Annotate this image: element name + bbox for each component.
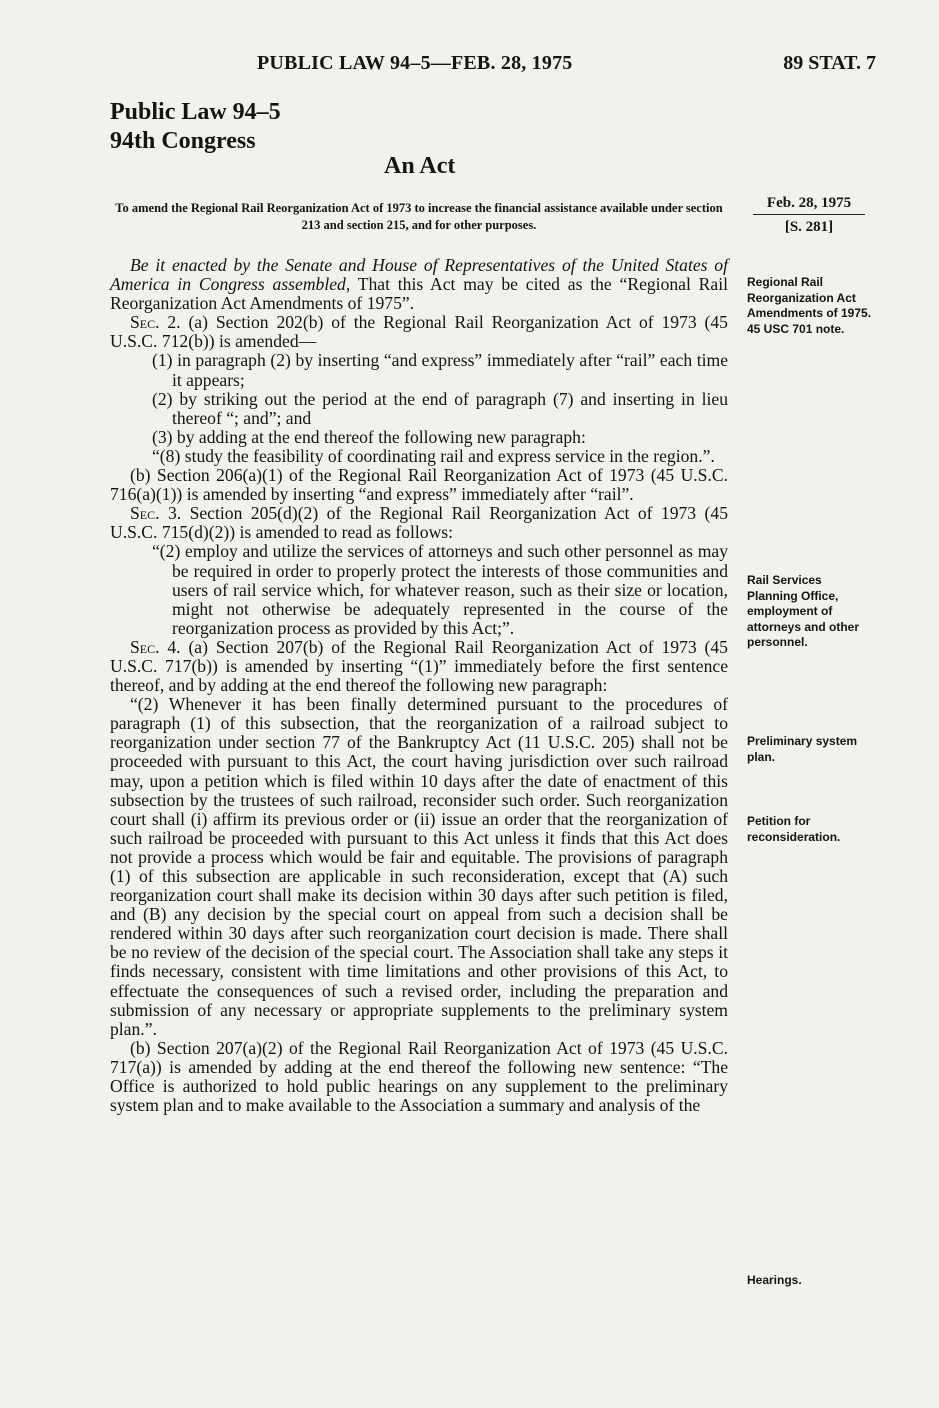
section-2b: (b) Section 206(a)(1) of the Regional Rail Reorganization Act of 1973 (45 U.S.C. 716(a)(1)) is amended by inserting “and express” immediately after “rail”. (110, 465, 728, 505)
section-4a-quote: “(2) Whenever it has been finally determined pursuant to the procedures of paragraph (1) of this subsection, that the reorganization of a railroad subject to reorganization under section 77 of the Bankruptcy Act (11 U.S.C. 205) shall not be proceeded with pursuant to this Act, the court having jurisdiction over such railroad may, upon a petition which is filed within 10 days after the date of enactment of this subsection by the trustees of such railroad, reconsider such order. Such reorganization court shall (i) affirm its previous order or (ii) issue an order that the reorganization of such railroad be proceeded with pursuant to this Act unless it finds that this Act does not provide a process which would be fair and equitable. The provisions of paragraph (1) of this subsection are applicable in such reconsideration, except that (A) such reorganization court shall make its decision within 30 days after such petition is filed, and (B) any decision by the special court on appeal from such a decision shall be rendered within 30 days after such reorganization court decision is made. There shall be no review of the decision of the special court. The Association shall take any steps it finds necessary, consistent with time limitations and other provisions of this Act, to effectuate the consequences of such a revised order, including the preparation and submission of any necessary or appropriate supplements to the preliminary system plan.”. (110, 694, 728, 1039)
act-body (110, 256, 728, 1115)
section-2a-2: (2) by striking out the period at the end of paragraph (7) and inserting in lieu thereof “; and”; and (152, 388, 728, 428)
congress-number: 94th Congress (110, 128, 256, 154)
act-title: An Act (384, 153, 456, 179)
section-2a-3-quote: “(8) study the feasibility of coordinating rail and express service in the region.”. (152, 445, 715, 466)
running-head: PUBLIC LAW 94–5—FEB. 28, 1975 (257, 52, 573, 74)
enactment-date-box (753, 195, 865, 236)
section-2a-3: (3) by adding at the end thereof the following new paragraph: (152, 426, 586, 447)
law-identifier (110, 98, 281, 156)
stat-citation: 89 STAT. 7 (783, 52, 876, 74)
enacting-clause (110, 256, 728, 313)
section-label: Sec. 3. (130, 503, 182, 524)
public-law-number: Public Law 94–5 (110, 99, 281, 125)
section-2a-1: (1) in paragraph (2) by inserting “and express” immediately after “rail” each time it appears; (152, 350, 728, 390)
section-3-quote: “(2) employ and utilize the services of attorneys and such other personnel as may be required in order to properly protect the interests of those communities and users of rail service which, for whatever reason, such as their size or location, might not otherwise be adequately represented in the course of the reorganization process as provided by this Act;”. (152, 541, 728, 638)
margin-note-hearings: Hearings. (747, 1273, 802, 1287)
enacting-clause-italic: Be it enacted by the Senate and House of Representatives of the United States of America in Congress assembled, (110, 255, 728, 295)
margin-note-preliminary-plan: Preliminary system plan. (747, 734, 858, 764)
bill-number: [S. 281] (784, 219, 834, 235)
purpose-clause: To amend the Regional Rail Reorganization Act of 1973 to increase the financial assistance available under section 213 and section 215, and for other purposes. (115, 201, 723, 232)
enacting-clause-rest: That this Act may be cited as the “Regional Rail Reorganization Act Amendments of 1975”. (110, 274, 728, 314)
section-label: Sec. 2. (130, 312, 181, 333)
enactment-date: Feb. 28, 1975 (753, 195, 865, 215)
section-4b: (b) Section 207(a)(2) of the Regional Rail Reorganization Act of 1973 (45 U.S.C. 717(a)) is amended by adding at the end thereof the following new sentence: “The Office is authorized to hold public hearings on any supplement to the preliminary system plan and to make available to the Association a summary and analysis of the (110, 1037, 728, 1116)
margin-note-short-title: Regional Rail Reorganization Act Amendments of 1975. 45 USC 701 note. (747, 275, 872, 336)
margin-note-rspo: Rail Services Planning Office, employment of attorneys and other personnel. (747, 573, 860, 649)
section-3: Sec. 3. Section 205(d)(2) of the Regional Rail Reorganization Act of 1973 (45 U.S.C. 715(d)(2)) is amended to read as follows: (110, 503, 728, 543)
margin-note-petition: Petition for reconsideration. (747, 814, 841, 844)
section-2a: Sec. 2. (a) Section 202(b) of the Regional Rail Reorganization Act of 1973 (45 U.S.C. 712(b)) is amended— (110, 312, 728, 352)
section-label: Sec. 4. (130, 636, 181, 657)
section-4a: Sec. 4. (a) Section 207(b) of the Regional Rail Reorganization Act of 1973 (45 U.S.C. 717(b)) is amended by inserting “(1)” immediately before the first sentence thereof, and by adding at the end thereof the following new paragraph: (110, 636, 728, 696)
